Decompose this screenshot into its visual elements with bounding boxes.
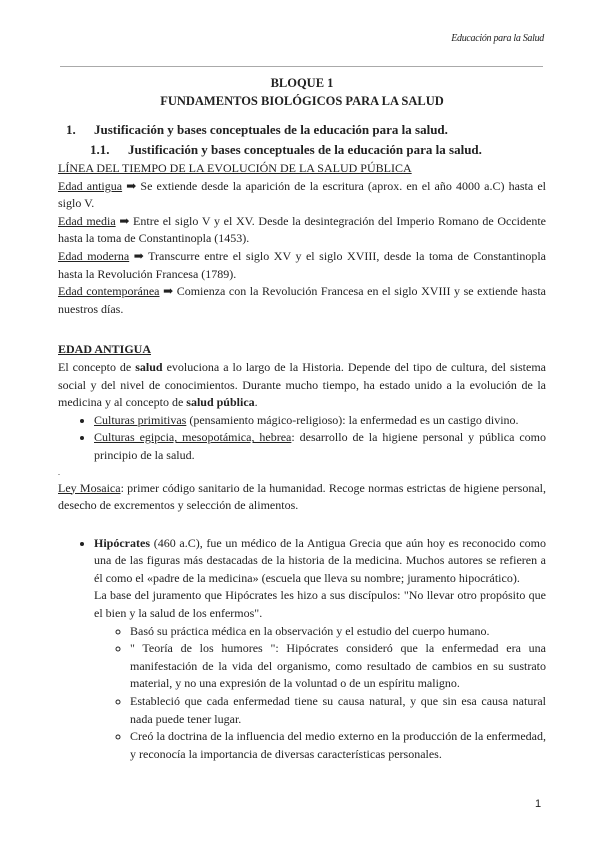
text: (460 a.C), fue un médico de la Antigua Grecia que aún hoy es reconocido como una de las figuras más destacadas de la historia de la medicina. Muchos autores se refieren a él como el «padre de la medicina» (escuela que lleva su nombre; juramento hipocrático). xyxy=(94,535,546,585)
era-label: Edad contemporánea xyxy=(58,284,160,299)
ley-mosaica-paragraph xyxy=(58,480,546,515)
sub-item: ◦ Creó la doctrina de la influencia del medio externo en la producción de la enfermedad, y reconocía la importancia de diversas características personales. xyxy=(130,728,546,763)
arrow-icon: ➡ xyxy=(126,178,137,193)
juramento-paragraph: La base del juramento que Hipócrates les hizo a sus discípulos: "No llevar otro propósito que el bien y la salud de los enfermos". xyxy=(94,588,546,621)
hipocrates-sublist xyxy=(94,623,546,764)
heading-text: Justificación y bases conceptuales de la educación para la salud. xyxy=(94,122,448,137)
timeline-item xyxy=(58,213,546,248)
page-number: 1 xyxy=(535,798,542,810)
page-content xyxy=(58,74,546,763)
timeline-title-text: LÍNEA DEL TIEMPO DE LA EVOLUCIÓN DE LA SALUD PÚBLICA xyxy=(58,161,412,175)
heading-1-1 xyxy=(58,140,546,160)
timeline-item xyxy=(58,178,546,213)
hipocrates-list xyxy=(58,535,546,764)
era-label: Edad moderna xyxy=(58,248,130,263)
sub-item: ◦ " Teoría de los humores ": Hipócrates consideró que la enfermedad era una manifestación de la vida del organismo, como resultado de cambios en su sustrato material, y no una expresión de la voluntad o de un espíritu maligno. xyxy=(130,640,546,693)
text: evoluciona a lo largo de la Historia. Depende del tipo de cultura, del sistema social y del nivel de conocimientos. Durante mucho tiempo, ha estado unido a la evolución de la medicina y al concepto de xyxy=(58,359,546,410)
term: Ley Mosaica xyxy=(58,480,121,495)
timeline-item xyxy=(58,248,546,283)
list-item xyxy=(94,412,546,430)
running-header: Educación para la Salud xyxy=(451,33,544,44)
section-heading xyxy=(58,341,546,359)
bold-text: salud pública xyxy=(186,395,255,410)
sub-item: ◦ Estableció que cada enfermedad tiene su causa natural, y que sin esa causa natural nada puede tener lugar. xyxy=(130,693,546,728)
list-item xyxy=(94,429,546,464)
hipocrates-paragraph xyxy=(94,535,546,588)
era-text: Entre el siglo V y el XV. Desde la desintegración del Imperio Romano de Occidente hasta la toma de Constantinopla (1453). xyxy=(58,213,546,246)
era-text: Se extiende desde la aparición de la escritura (aprox. en el año 4000 a.C) hasta el siglo V. xyxy=(58,178,546,211)
era-label: Edad media xyxy=(58,213,116,228)
intro-paragraph xyxy=(58,359,546,412)
block-title: BLOQUE 1 xyxy=(270,76,334,90)
text: El concepto de xyxy=(58,359,136,374)
item-text: (pensamiento mágico-religioso): la enfermedad es un castigo divino. xyxy=(186,412,519,427)
era-label: Edad antigua xyxy=(58,178,123,193)
cultures-list xyxy=(58,412,546,465)
text: . xyxy=(254,395,258,410)
arrow-icon: ➡ xyxy=(163,284,174,299)
block-subtitle: FUNDAMENTOS BIOLÓGICOS PARA LA SALUD xyxy=(160,94,444,108)
heading-number: 1.1. xyxy=(90,142,110,157)
list-item xyxy=(94,535,546,764)
heading-text: Justificación y bases conceptuales de la educación para la salud. xyxy=(128,142,482,157)
text: : primer código sanitario de la humanidad. Recoge normas estrictas de higiene personal, desecho de excrementos y selección de alimentos. xyxy=(58,480,547,513)
timeline-title xyxy=(58,160,546,178)
item-label: Culturas egipcia, mesopotámica, hebrea xyxy=(94,430,292,445)
section-heading-text: EDAD ANTIGUA xyxy=(58,342,152,357)
item-label: Culturas primitivas xyxy=(94,412,187,427)
bold-text: Hipócrates xyxy=(94,535,150,550)
arrow-icon: ➡ xyxy=(119,213,130,228)
stray-dot: . xyxy=(58,467,60,477)
header-rule xyxy=(60,66,543,67)
era-text: Comienza con la Revolución Francesa en el siglo XVIII y se extiende hasta nuestros días. xyxy=(58,284,546,316)
timeline-item xyxy=(58,283,546,318)
heading-1 xyxy=(58,120,546,140)
item-text: : desarrollo de la higiene personal y pública como principio de la salud. xyxy=(94,430,546,462)
heading-number: 1. xyxy=(66,122,76,137)
era-text: Transcurre entre el siglo XV y el siglo XVIII, desde la toma de Constantinopla hasta la Revolución Francesa (1789). xyxy=(58,248,547,281)
sub-item: ◦ Basó su práctica médica en la observación y el estudio del cuerpo humano. xyxy=(130,623,546,641)
arrow-icon: ➡ xyxy=(133,248,144,263)
bold-text: salud xyxy=(135,359,163,374)
